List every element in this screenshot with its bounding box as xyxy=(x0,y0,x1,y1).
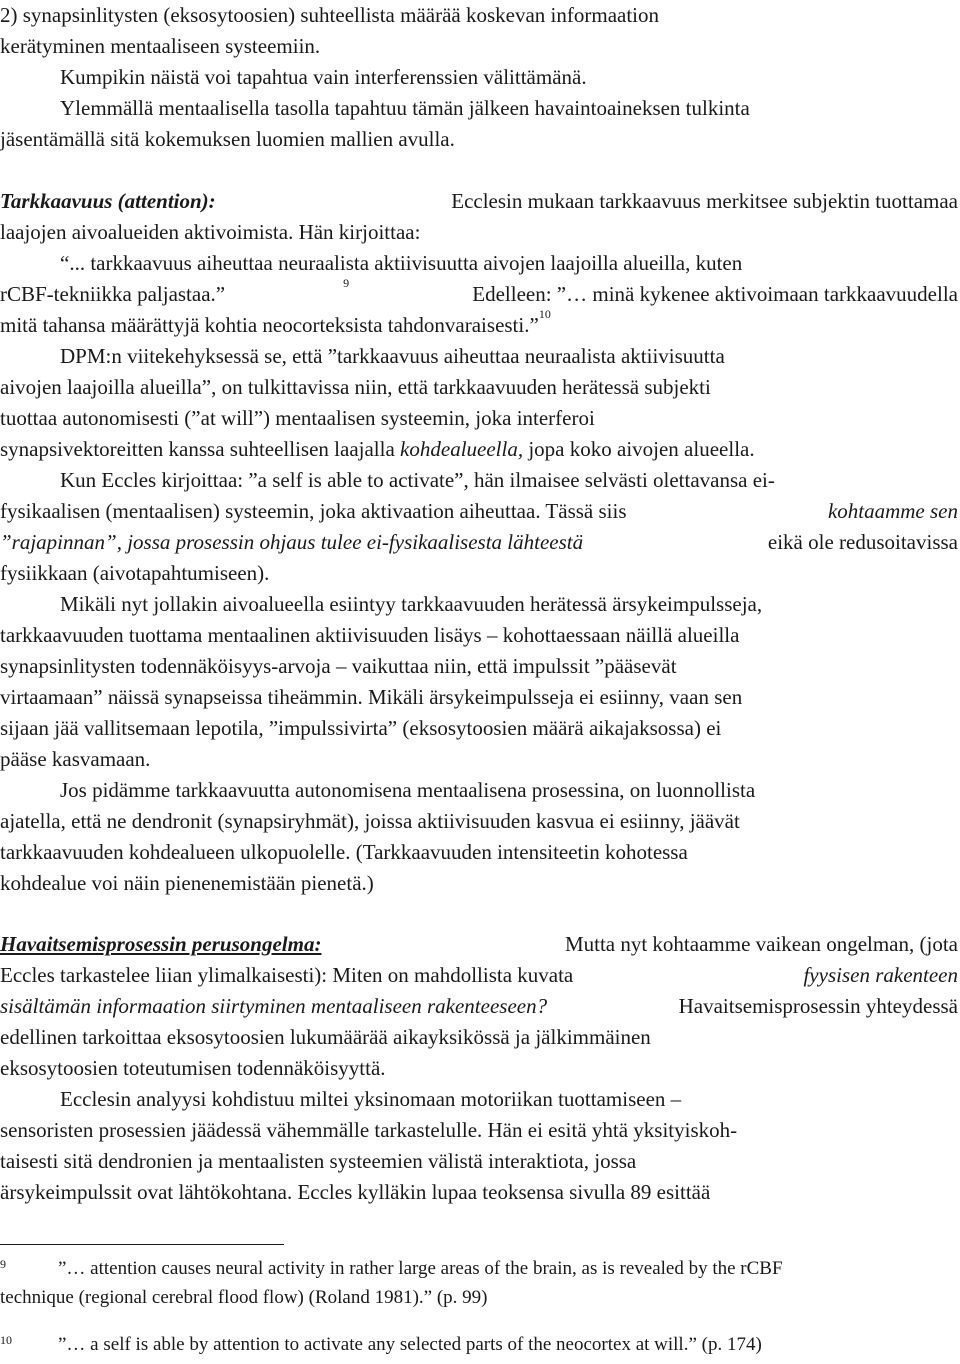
text-line xyxy=(0,403,958,434)
line-text: jopa koko aivojen alueella. xyxy=(523,437,755,461)
text-line xyxy=(60,248,958,279)
line-text: Kun Eccles kirjoittaa: ”a self is able to activate”, hän ilmaisee selvästi olettavansa ei- xyxy=(60,468,775,492)
text-line xyxy=(0,620,958,651)
line-text: Havaitsemisprosessin yhteydessä xyxy=(673,994,958,1018)
line-text: Jos pidämme tarkkaavuutta autonomisena mentaalisena prosessina, on luonnollista xyxy=(60,778,756,802)
line-text: Ylemmällä mentaalisella tasolla tapahtuu tämän jälkeen havaintoaineksen tulkinta xyxy=(60,96,750,120)
line-text: ajatella, että ne dendronit (synapsiryhmät), joissa aktiivisuuden kasvua ei esiinny, jäävät xyxy=(0,809,740,833)
line-text: kohdealue voi näin pienenemistään pienetä.) xyxy=(0,871,374,895)
text-line xyxy=(0,682,958,713)
text-line xyxy=(0,31,958,62)
section-heading: Havaitsemisprosessin perusongelma: xyxy=(0,932,322,956)
line-text: mitä tahansa määrättyjä kohtia neocorteksista tahdonvaraisesti.” xyxy=(0,313,539,337)
line-text: Mutta nyt kohtaamme vaikean ongelman, (jota xyxy=(559,932,958,956)
text-line xyxy=(0,713,958,744)
emphasis-text: kohtaamme sen xyxy=(827,499,958,523)
line-text: taisesti sitä dendronien ja mentaalisten systeemien välistä interaktiota, jossa xyxy=(0,1149,637,1173)
line-text: DPM:n viitekehyksessä se, että ”tarkkaavuus aiheuttaa neuraalista aktiivisuutta xyxy=(60,344,725,368)
text-line xyxy=(0,1053,958,1084)
text-line xyxy=(0,372,958,403)
text-line xyxy=(0,186,958,217)
footnote-text: ”… attention causes neural activity in rather large areas of the brain, as is revealed by the rCBF xyxy=(58,1258,783,1279)
text-line xyxy=(60,775,958,806)
text-line xyxy=(0,434,958,465)
line-text: 2) synapsinlitysten (eksosytoosien) suhteellista määrää koskevan informaation xyxy=(0,3,660,27)
line-text: virtaamaan” näissä synapseissa tiheämmin. Mikäli ärsykeimpulsseja ei esiinny, vaan sen xyxy=(0,685,743,709)
footnote-number: 9 xyxy=(0,1257,6,1271)
line-text: aivojen laajoilla alueilla”, on tulkittavissa niin, että tarkkaavuuden herätessä subjekti xyxy=(0,375,711,399)
text-line xyxy=(60,589,958,620)
line-text: sensoristen prosessien jäädessä vähemmälle tarkastelulle. Hän ei esitä yhtä yksityiskoh- xyxy=(0,1118,738,1142)
emphasis-text: ”rajapinnan”, jossa prosessin ohjaus tulee ei-fysikaalisesta lähteestä xyxy=(0,530,584,554)
text-line xyxy=(60,1084,958,1115)
line-text: edellinen tarkoittaa eksosytoosien lukumäärää aikayksikössä ja jälkimmäinen xyxy=(0,1025,651,1049)
text-line xyxy=(0,806,958,837)
line-text: Eccles tarkastelee liian ylimalkaisesti): Miten on mahdollista kuvata xyxy=(0,963,579,987)
line-text: jäsentämällä sitä kokemuksen luomien mallien avulla. xyxy=(0,127,455,151)
text-line xyxy=(0,217,958,248)
footnote-number: 10 xyxy=(0,1333,12,1347)
emphasis-text: kohdealueella, xyxy=(400,437,524,461)
text-line xyxy=(0,1022,958,1053)
line-text: fysikaalisen (mentaalisen) systeemin, joka aktivaation aiheuttaa. Tässä siis xyxy=(0,499,632,523)
text-line xyxy=(0,651,958,682)
line-text: synapsivektoreitten kanssa suhteellisen laajalla xyxy=(0,437,401,461)
footnote-text: ”… a self is able by attention to activate any selected parts of the neocortex at will.” (p. 174) xyxy=(58,1334,762,1355)
line-text: Edelleen: ”… minä kykenee aktivoimaan tarkkaavuudella xyxy=(467,282,958,306)
text-line xyxy=(0,1115,958,1146)
line-text: tarkkaavuuden kohdealueen ulkopuolelle. (Tarkkaavuuden intensiteetin kohotessa xyxy=(0,840,688,864)
line-text: eikä ole redusoitavissa xyxy=(762,530,958,554)
line-text: “... tarkkaavuus aiheuttaa neuraalista aktiivisuutta aivojen laajoilla alueilla, kuten xyxy=(60,251,743,275)
text-line xyxy=(0,527,958,558)
text-line xyxy=(0,868,958,899)
line-text: synapsinlitysten todennäköisyys-arvoja – vaikuttaa niin, että impulssit ”pääsevät xyxy=(0,654,677,678)
text-line xyxy=(60,341,958,372)
line-text: Ecclesin mukaan tarkkaavuus merkitsee subjektin tuottamaa xyxy=(446,189,958,213)
footnote-divider xyxy=(0,1244,284,1245)
line-text: fysiikkaan (aivotapahtumiseen). xyxy=(0,561,270,585)
footnote-ref: 10 xyxy=(538,310,551,321)
text-line xyxy=(0,960,958,991)
text-line xyxy=(60,93,958,124)
text-line xyxy=(0,558,958,589)
line-text: Kumpikin näistä voi tapahtua vain interferenssien välittämänä. xyxy=(60,65,587,89)
emphasis-text: sisältämän informaation siirtyminen mentaaliseen rakenteeseen? xyxy=(0,994,548,1018)
text-line xyxy=(0,1177,958,1208)
text-line xyxy=(0,991,958,1022)
footnote-ref: 9 xyxy=(343,279,350,290)
emphasis-text: fyysisen rakenteen xyxy=(803,963,958,987)
text-line xyxy=(0,1146,958,1177)
text-line xyxy=(0,279,958,310)
text-line xyxy=(0,0,958,31)
text-line xyxy=(60,62,958,93)
line-text: kerätyminen mentaaliseen systeemiin. xyxy=(0,34,321,58)
line-text: laajojen aivoalueiden aktivoimista. Hän kirjoittaa: xyxy=(0,220,421,244)
line-text: tarkkaavuuden tuottama mentaalinen aktiivisuuden lisäys – kohottaessaan näillä alueilla xyxy=(0,623,740,647)
line-text: tuottaa autonomisesti (”at will”) mentaalisen systeemin, joka interferoi xyxy=(0,406,595,430)
line-text: sijaan jää vallitsemaan lepotila, ”impulssivirta” (eksosytoosien määrä aikajaksossa) ei xyxy=(0,716,722,740)
line-text: rCBF-tekniikka paljastaa.” xyxy=(0,282,226,306)
text-line xyxy=(0,496,958,527)
line-text: pääse kasvamaan. xyxy=(0,747,151,771)
text-line xyxy=(0,744,958,775)
text-line xyxy=(60,465,958,496)
text-line xyxy=(0,310,958,341)
text-line xyxy=(0,837,958,868)
text-line xyxy=(0,124,958,155)
line-text: Ecclesin analyysi kohdistuu miltei yksinomaan motoriikan tuottamiseen – xyxy=(60,1087,682,1111)
text-line xyxy=(0,929,958,960)
line-text: Mikäli nyt jollakin aivoalueella esiintyy tarkkaavuuden herätessä ärsykeimpulsseja, xyxy=(60,592,763,616)
section-heading: Tarkkaavuus (attention): xyxy=(0,189,216,213)
footnote-text: technique (regional cerebral flood flow) (Roland 1981).” (p. 99) xyxy=(0,1287,488,1308)
line-text: ärsykeimpulssit ovat lähtökohtana. Eccles kylläkin lupaa teoksensa sivulla 89 esittää xyxy=(0,1180,711,1204)
line-text: eksosytoosien toteutumisen todennäköisyyttä. xyxy=(0,1056,386,1080)
